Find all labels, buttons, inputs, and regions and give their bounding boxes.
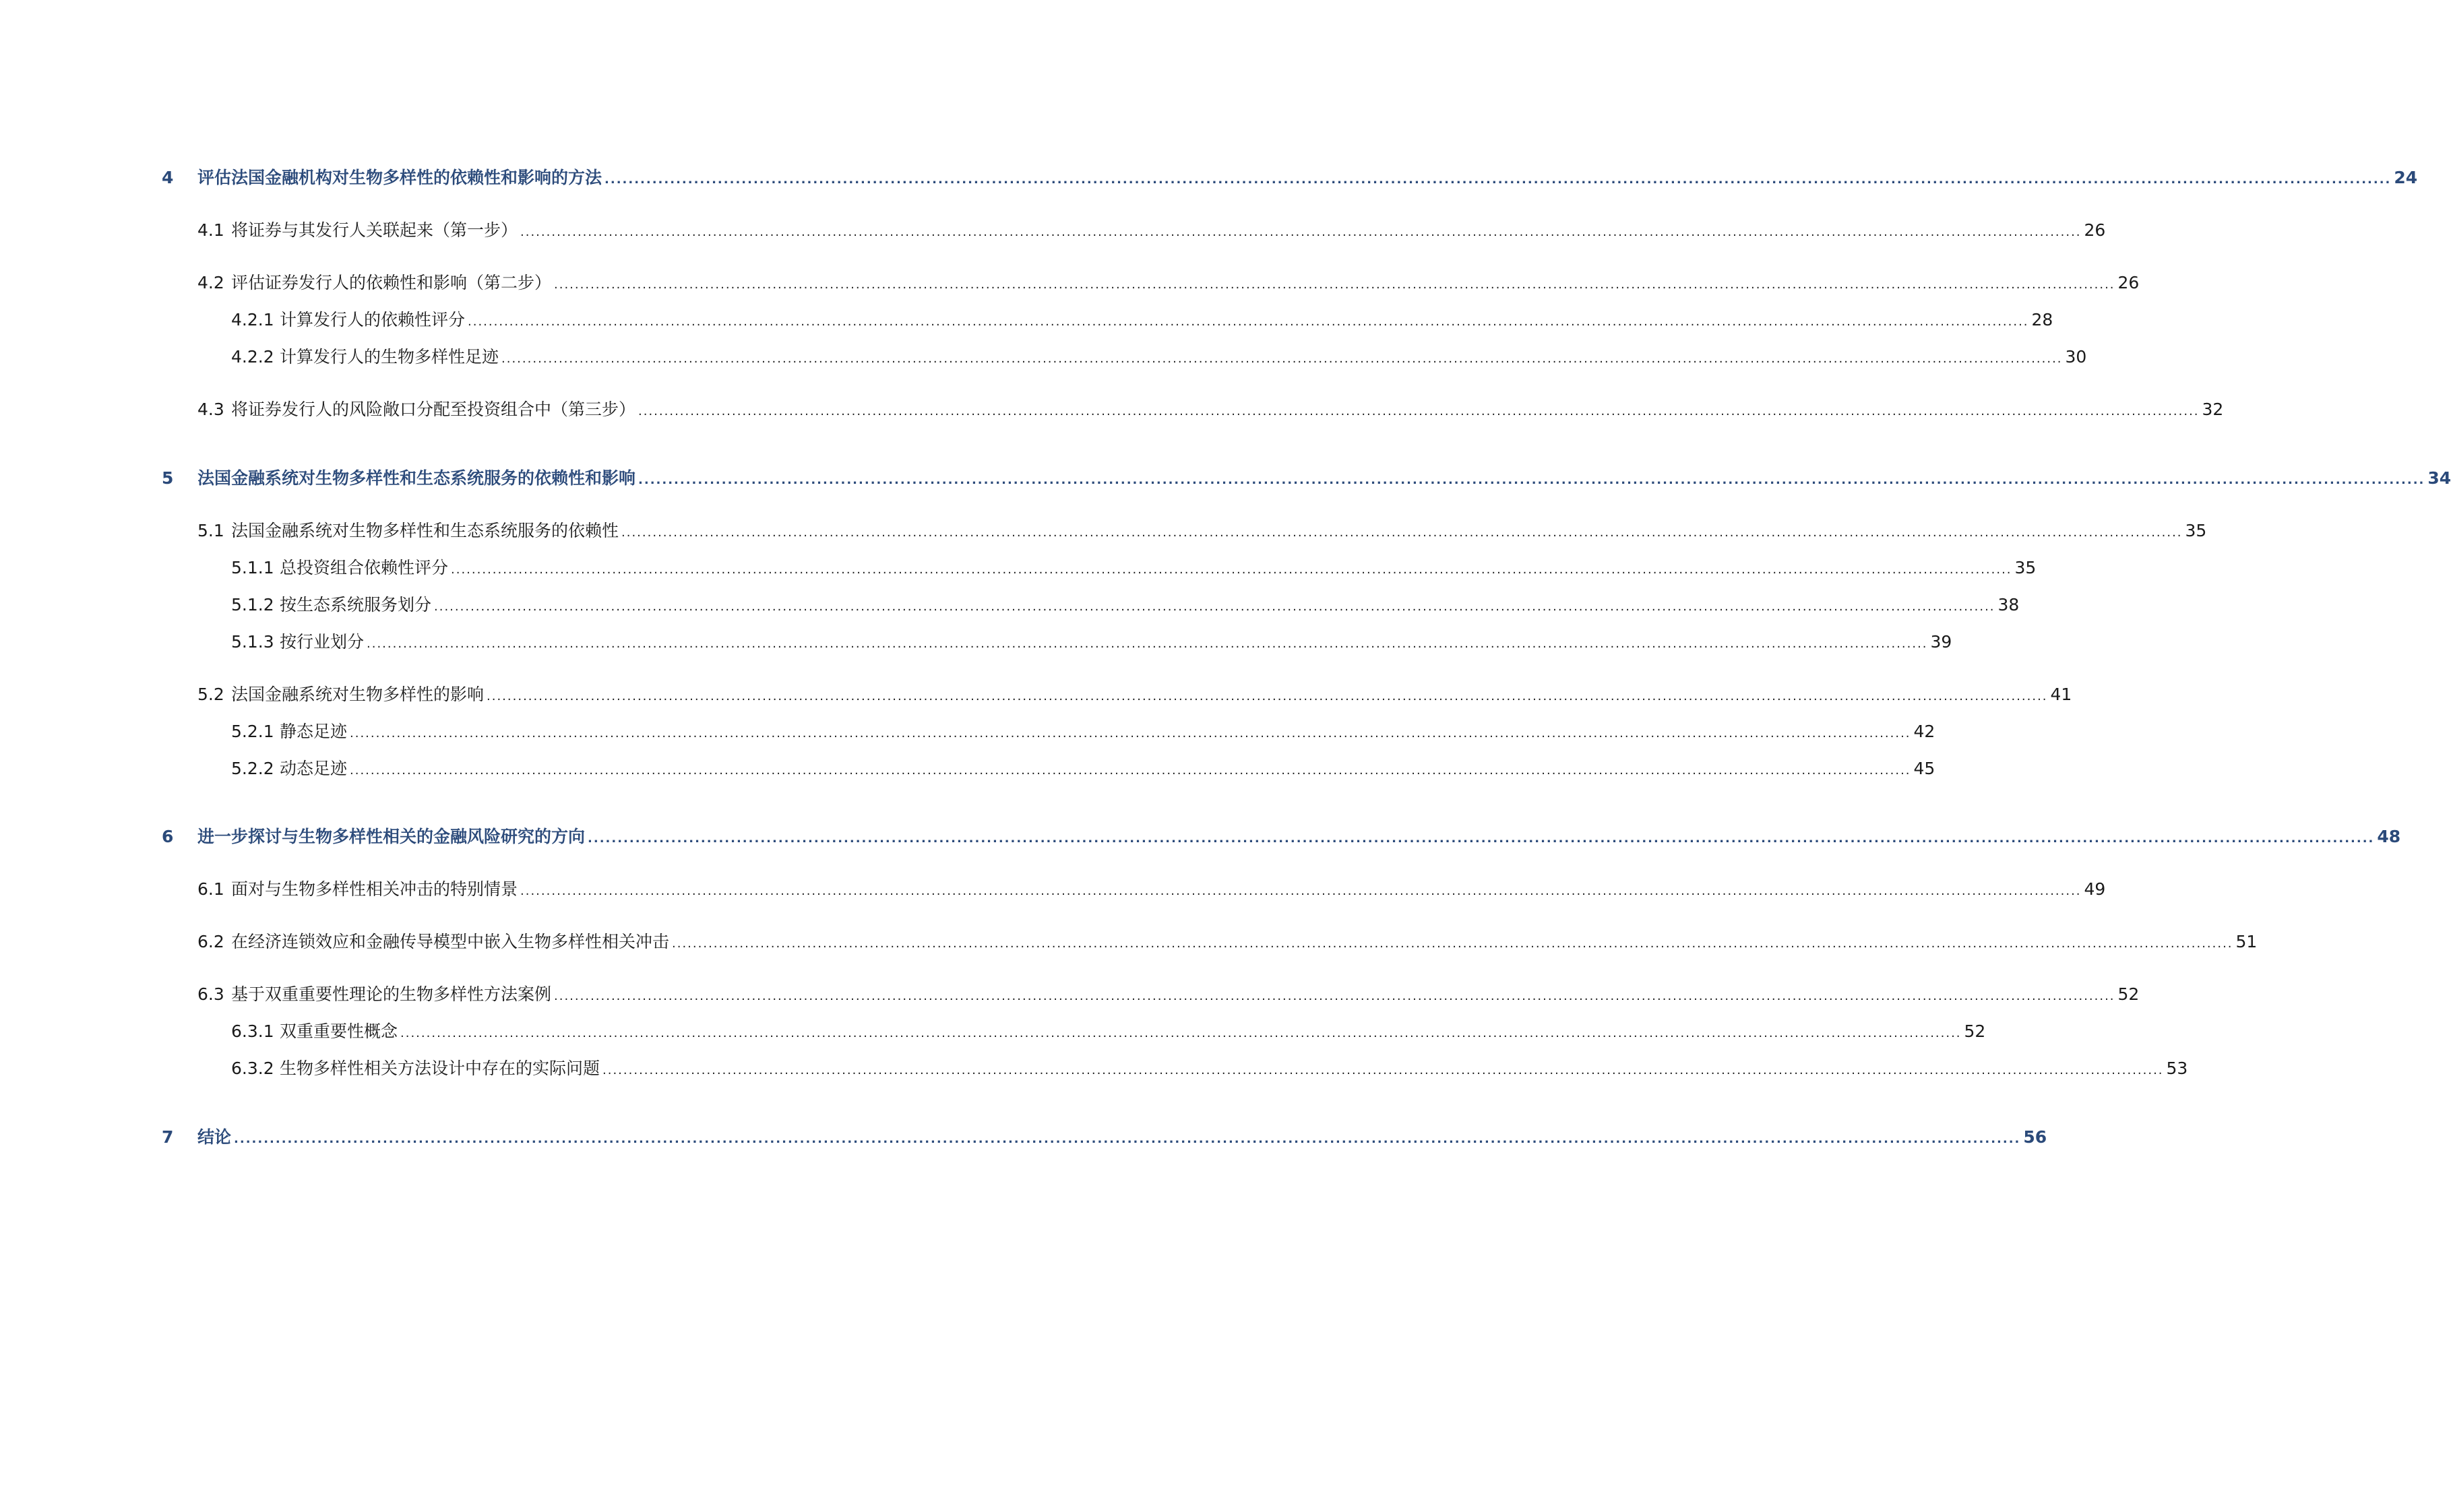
dot-leader: ............................................................................................................................................................................................................................................................................................................ — [554, 278, 2115, 292]
toc-title: 动态足迹 — [280, 759, 348, 778]
toc-number: 4.1 — [197, 220, 224, 240]
toc-title: 评估法国金融机构对生物多样性的依赖性和影响的方法 — [197, 168, 602, 187]
toc-entry-4[interactable] — [0, 164, 2418, 191]
toc-number: 6.3 — [197, 984, 224, 1004]
toc-number: 5.2.2 — [231, 759, 274, 778]
toc-number: 4.2 — [197, 273, 224, 292]
toc-title: 基于双重重要性理论的生物多样性方法案例 — [231, 984, 552, 1004]
toc-entry-4-2-2[interactable] — [0, 344, 2087, 371]
toc-entry-5-1[interactable] — [0, 517, 2207, 544]
toc-entry-4-3[interactable] — [0, 396, 2224, 423]
dot-leader: ............................................................................................................................................................................................................................................................................................................ — [434, 600, 1995, 614]
toc-entry-6-1[interactable] — [0, 876, 2106, 903]
dot-leader: ............................................................................................................................................................................................................................................................................................................ — [638, 473, 2425, 487]
toc-title: 将证券与其发行人关联起来（第一步） — [231, 220, 518, 240]
dot-leader: ............................................................................................................................................................................................................................................................................................................ — [451, 563, 2012, 577]
toc-number: 6.3.1 — [231, 1021, 274, 1041]
toc-page-number: 41 — [2050, 685, 2072, 704]
toc-page-number: 24 — [2394, 168, 2418, 187]
toc-page-number: 32 — [2202, 400, 2224, 419]
toc-entry-5-2-2[interactable] — [0, 755, 1935, 782]
toc-page-number: 48 — [2377, 827, 2401, 846]
toc-entry-4-2[interactable] — [0, 270, 2140, 296]
toc-page-number: 26 — [2117, 273, 2140, 292]
toc-page-number: 52 — [1964, 1021, 1986, 1041]
toc-title: 法国金融系统对生物多样性的影响 — [231, 685, 485, 704]
dot-leader: ............................................................................................................................................................................................................................................................................................................ — [520, 884, 2082, 898]
toc-entry-4-2-1[interactable] — [0, 307, 2053, 334]
toc-title: 按生态系统服务划分 — [280, 595, 432, 615]
toc-entry-6-2[interactable] — [0, 928, 2258, 955]
toc-page-number: 38 — [1997, 595, 2020, 615]
dot-leader: ............................................................................................................................................................................................................................................................................................................ — [350, 726, 1911, 741]
toc-title: 双重重要性概念 — [280, 1021, 398, 1041]
toc-page-number: 35 — [2014, 558, 2037, 577]
toc-number: 5.2 — [197, 685, 224, 704]
toc-entry-4-1[interactable] — [0, 217, 2106, 244]
toc-title: 进一步探讨与生物多样性相关的金融风险研究的方向 — [197, 827, 586, 846]
toc-title: 将证券发行人的风险敞口分配至投资组合中（第三步） — [231, 400, 636, 419]
toc-page-number: 56 — [2023, 1127, 2047, 1147]
dot-leader: ............................................................................................................................................................................................................................................................................................................ — [400, 1026, 1962, 1040]
dot-leader: ............................................................................................................................................................................................................................................................................................................ — [672, 937, 2233, 951]
toc-number: 4.2.1 — [231, 310, 274, 329]
toc-number: 5.1.3 — [231, 632, 274, 652]
dot-leader: ............................................................................................................................................................................................................................................................................................................ — [468, 315, 2029, 329]
toc-entry-6-3-2[interactable] — [0, 1055, 2188, 1082]
toc-number: 6.1 — [197, 879, 224, 899]
toc-number: 5.1.2 — [231, 595, 274, 615]
toc-entry-6-3-1[interactable] — [0, 1018, 1986, 1045]
dot-leader: ............................................................................................................................................................................................................................................................................................................ — [554, 989, 2115, 1003]
toc-title: 静态足迹 — [280, 722, 348, 741]
toc-title: 按行业划分 — [280, 632, 365, 652]
dot-leader: ............................................................................................................................................................................................................................................................................................................ — [520, 225, 2082, 239]
toc-page-number: 30 — [2065, 347, 2087, 367]
toc-entry-5-2-1[interactable] — [0, 718, 1935, 745]
toc-number: 7 — [162, 1127, 174, 1147]
toc-page-number: 26 — [2084, 220, 2106, 240]
dot-leader: ............................................................................................................................................................................................................................................................................................................ — [621, 526, 2183, 540]
toc-page-number: 53 — [2166, 1059, 2188, 1078]
toc-page-number: 52 — [2117, 984, 2140, 1004]
toc-page-number: 28 — [2031, 310, 2053, 329]
toc-title: 计算发行人的生物多样性足迹 — [280, 347, 499, 367]
toc-number: 5.1 — [197, 521, 224, 540]
toc-page-number: 35 — [2185, 521, 2207, 540]
dot-leader: ............................................................................................................................................................................................................................................................................................................ — [638, 404, 2200, 418]
toc-entry-5-1-1[interactable] — [0, 555, 2037, 581]
toc-page-number: 49 — [2084, 879, 2106, 899]
toc-page-number: 45 — [1913, 759, 1935, 778]
toc-title: 结论 — [197, 1127, 232, 1147]
toc-title: 面对与生物多样性相关冲击的特别情景 — [231, 879, 518, 899]
toc-entry-6-3[interactable] — [0, 981, 2140, 1008]
toc-entry-5[interactable] — [0, 465, 2451, 492]
toc-number: 4.3 — [197, 400, 224, 419]
toc-entry-5-1-3[interactable] — [0, 629, 1952, 656]
toc-number: 4 — [162, 168, 174, 187]
dot-leader: ............................................................................................................................................................................................................................................................................................................ — [234, 1132, 2021, 1146]
dot-leader: ............................................................................................................................................................................................................................................................................................................ — [350, 763, 1911, 778]
toc-number: 6.2 — [197, 932, 224, 951]
toc-entry-5-1-2[interactable] — [0, 592, 2020, 619]
toc-page-number: 39 — [1930, 632, 1952, 652]
dot-leader: ............................................................................................................................................................................................................................................................................................................ — [487, 689, 2048, 703]
toc-page-number: 42 — [1913, 722, 1935, 741]
toc-number: 5.2.1 — [231, 722, 274, 741]
dot-leader: ............................................................................................................................................................................................................................................................................................................ — [367, 637, 1928, 651]
toc-title: 法国金融系统对生物多样性和生态系统服务的依赖性 — [231, 521, 619, 540]
toc-number: 5.1.1 — [231, 558, 274, 577]
toc-page-number: 51 — [2235, 932, 2258, 951]
toc-title: 生物多样性相关方法设计中存在的实际问题 — [280, 1059, 600, 1078]
toc-title: 计算发行人的依赖性评分 — [280, 310, 466, 329]
toc-number: 4.2.2 — [231, 347, 274, 367]
dot-leader: ............................................................................................................................................................................................................................................................................................................ — [604, 172, 2392, 187]
toc-number: 6 — [162, 827, 174, 846]
toc-title: 评估证券发行人的依赖性和影响（第二步） — [231, 273, 552, 292]
toc-number: 5 — [162, 468, 174, 488]
dot-leader: ............................................................................................................................................................................................................................................................................................................ — [602, 1063, 2164, 1077]
toc-title: 总投资组合依赖性评分 — [280, 558, 449, 577]
toc-entry-7[interactable] — [0, 1124, 2047, 1151]
toc-page-number: 34 — [2427, 468, 2451, 488]
toc-entry-6[interactable] — [0, 823, 2401, 850]
toc-number: 6.3.2 — [231, 1059, 274, 1078]
toc-entry-5-2[interactable] — [0, 681, 2072, 708]
toc-title: 法国金融系统对生物多样性和生态系统服务的依赖性和影响 — [197, 468, 636, 488]
dot-leader: ............................................................................................................................................................................................................................................................................................................ — [501, 352, 2063, 366]
dot-leader: ............................................................................................................................................................................................................................................................................................................ — [588, 831, 2375, 846]
toc-title: 在经济连锁效应和金融传导模型中嵌入生物多样性相关冲击 — [231, 932, 670, 951]
